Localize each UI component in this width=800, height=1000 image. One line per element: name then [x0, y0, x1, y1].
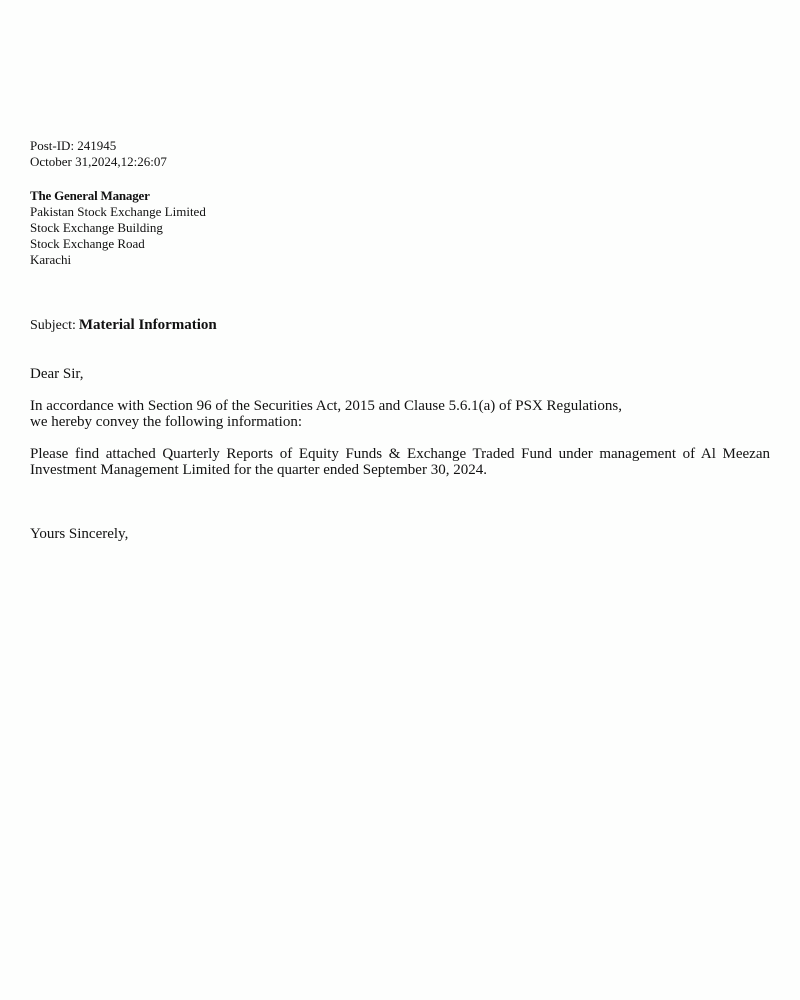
post-datetime: October 31,2024,12:26:07 [30, 154, 167, 169]
intro-line: In accordance with Section 96 of the Securities Act, 2015 and Clause 5.6.1(a) of PSX Regulations, [30, 398, 622, 414]
letter-page [30, 138, 770, 542]
post-id: Post-ID: 241945 [30, 138, 117, 153]
subject-line [30, 317, 770, 334]
information-paragraph: Please find attached Quarterly Reports of Equity Funds & Exchange Traded Fund under management of Al Meezan Investment Management Limited for the quarter ended September 30, 2024. [30, 446, 770, 478]
subject-value: Material Information [78, 317, 217, 333]
post-meta [30, 138, 770, 170]
recipient-line: Stock Exchange Building [30, 220, 163, 235]
recipient-line: Stock Exchange Road [30, 236, 145, 251]
recipient-name: The General Manager [30, 188, 150, 203]
recipient-line: Pakistan Stock Exchange Limited [30, 204, 206, 219]
salutation: Dear Sir, [30, 366, 84, 382]
recipient-line: Karachi [30, 252, 72, 267]
closing: Yours Sincerely, [30, 526, 129, 542]
subject-label: Subject: [30, 318, 76, 333]
recipient-address [30, 188, 770, 268]
intro-paragraph [30, 398, 770, 430]
intro-line: we hereby convey the following information: [30, 414, 303, 430]
